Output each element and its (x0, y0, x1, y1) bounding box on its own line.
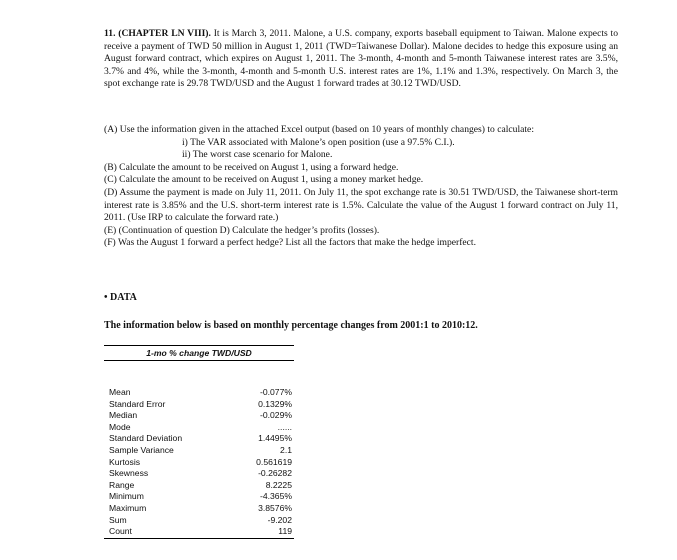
stats-row-mode: Mode ...... (109, 421, 292, 432)
stats-row-standard-error: Standard Error 0.1329% (109, 398, 292, 409)
data-summary: The information below is based on monthly percentage changes from 2001:1 to 2010:12. (104, 320, 478, 331)
problem-text: It is March 3, 2011. Malone, a U.S. company, exports baseball equipment to Taiwan. Malone expects to receive a payment of TWD 50 million in August 1, 2011 (TWD=Taiwanese Dollar). Malone decides to hedge this exposure using an August forward contract, which expires on August 1, 2011. The 3-month, 4-month and 5-month Taiwanese interest rates are 3.5%, 3.7% and 4%, while the 3-month, 4-month and 5-month U.S. interest rates are 1%, 1.1% and 1.3%, respectively. On March 3, the spot exchange rate is 29.78 TWD/USD and the August 1 forward trades at 30.12 TWD/USD. (104, 28, 619, 90)
stats-row-range: Range 8.2225 (109, 479, 292, 490)
question-d: (D) Assume the payment is made on July 11, 2011. On July 11, the spot exchange rate is 30.51 TWD/USD, the Taiwanese short-term interest rate is 3.85% and the U.S. short-term interest rate is 1.5%. Calculate the value of the August 1 forward contract on July 11, 2011. (Use IRP to calculate the forward rate.) (104, 186, 618, 224)
stats-table-title: 1-mo % change TWD/USD (104, 345, 294, 361)
question-list (104, 124, 618, 250)
question-f: (F) Was the August 1 forward a perfect hedge? List all the factors that make the hedge imperfect. (104, 237, 477, 249)
question-a-ii: ii) The worst case scenario for Malone. (182, 149, 333, 161)
stats-row-median: Median -0.029% (109, 410, 292, 421)
stats-row-sum: Sum -9.202 (109, 514, 292, 525)
stats-row-minimum: Minimum -4.365% (109, 491, 292, 502)
stats-row-count: Count 119 (104, 526, 294, 539)
stats-table (104, 345, 294, 539)
question-b: (B) Calculate the amount to be received on August 1, using a forward hedge. (104, 161, 399, 173)
problem-statement (104, 28, 618, 91)
stats-row-skewness: Skewness -0.26282 (109, 468, 292, 479)
data-heading: • DATA (104, 292, 137, 303)
stats-row-maximum: Maximum 3.8576% (109, 502, 292, 513)
question-e: (E) (Continuation of question D) Calculate the hedger’s profits (losses). (104, 224, 380, 236)
stats-row-kurtosis: Kurtosis 0.561619 (109, 456, 292, 467)
problem-heading: 11. (CHAPTER LN VIII). (104, 28, 211, 39)
stats-row-mean: Mean -0.077% (109, 387, 292, 397)
stats-row-standard-deviation: Standard Deviation 1.4495% (109, 433, 292, 444)
question-a-i: i) The VAR associated with Malone’s open position (use a 97.5% C.I.). (182, 136, 455, 148)
stats-row-sample-variance: Sample Variance 2.1 (109, 444, 292, 455)
question-c: (C) Calculate the amount to be received on August 1, using a money market hedge. (104, 174, 424, 186)
question-a: (A) Use the information given in the attached Excel output (based on 10 years of monthly changes) to calculate: (104, 124, 534, 135)
